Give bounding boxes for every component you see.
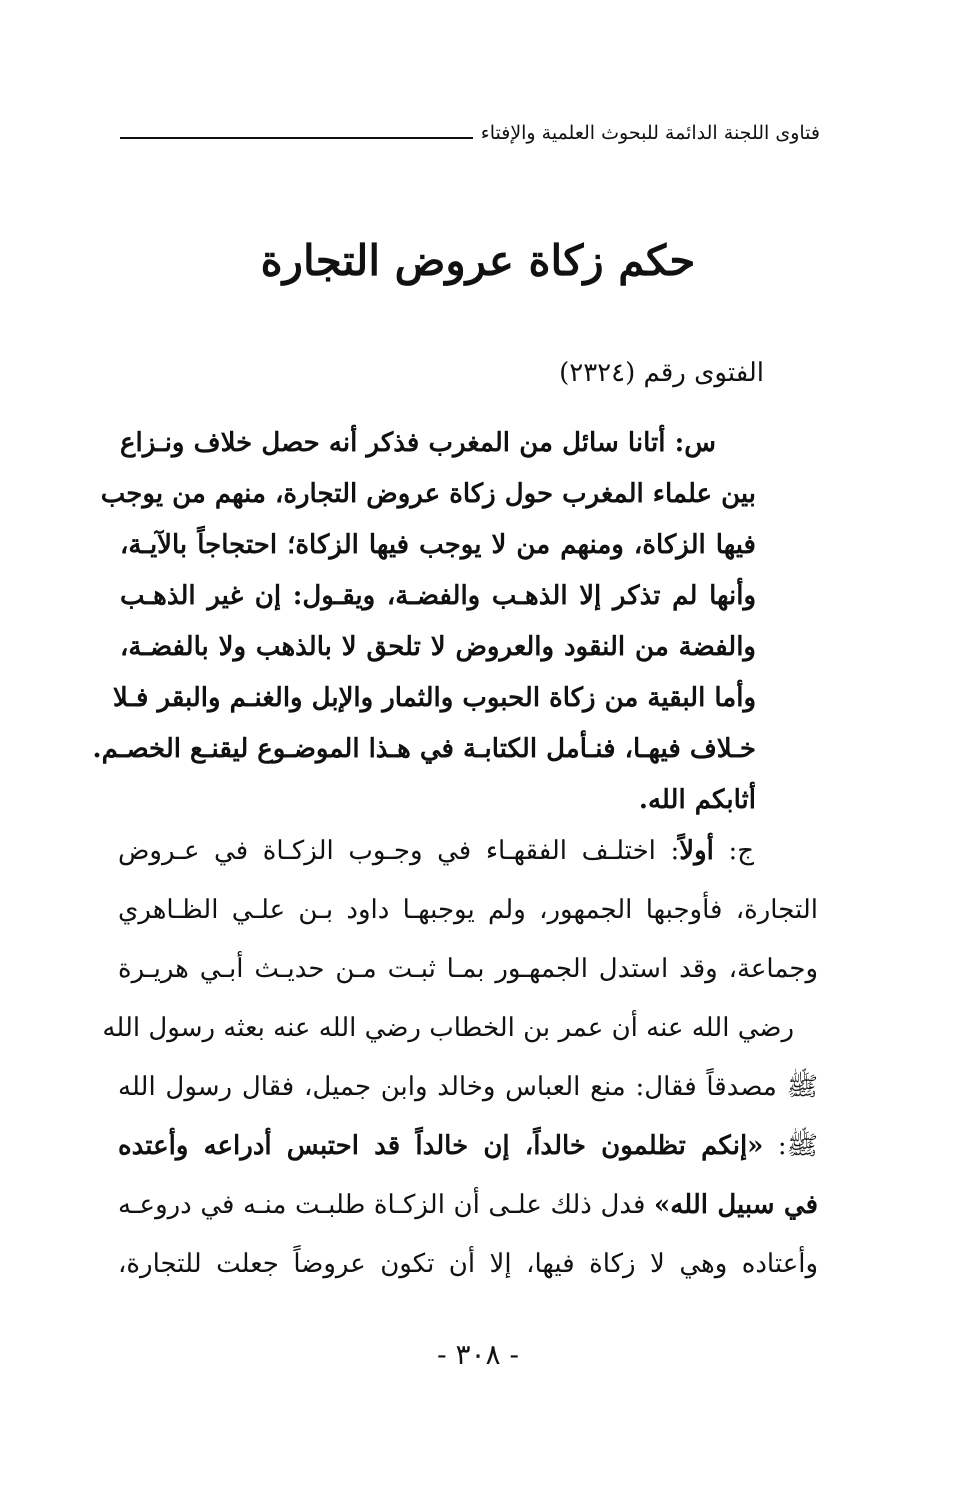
hadith-quote: «إنكم تظلمون خالداً، إن خالداً قد احتبس أدراعه وأعتده [118,1131,764,1161]
answer-line [118,1117,818,1176]
hadith-quote-end: في سبيل الله» [654,1190,819,1220]
answer-text: : اختلـف الفقهـاء في وجـوب الزكـاة في عـروض [118,836,680,866]
answer-text: فدل ذلك علـى أن الزكـاة طلبـت منـه في دروعـه [118,1190,655,1220]
answer-prefix: ج: [713,836,754,866]
question-line: س: أتانا سائل من المغرب فذكر أنه حصل خلاف ونـزاع [120,428,716,458]
question-line: فيها الزكاة، ومنهم من لا يوجب فيها الزكاة؛ احتجاجاً بالآيـة، [120,530,756,560]
header-title: فتاوى اللجنة الدائمة للبحوث العلمية والإفتاء [480,122,820,144]
answer-line: ﷺ مصدقاً فقال: منع العباس وخالد وابن جميل، فقال رسول الله [118,1072,818,1102]
question-line: خـلاف فيهـا، فنـأمل الكتابـة في هـذا الموضـوع ليقنـع الخصـم. [92,734,756,764]
section-title: حكم زكاة عروض التجارة [260,236,696,285]
answer-line: رضي الله عنه أن عمر بن الخطاب رضي الله عنه بعثه رسول الله [102,1013,794,1043]
answer-block [102,822,819,1294]
answer-line: وأعتاده وهي لا زكاة فيها، إلا أن تكون عروضاً جعلت للتجارة، [118,1249,818,1279]
honorific: ﷺ: [763,1131,818,1161]
answer-first-point: أولاً [679,836,714,866]
answer-line: التجارة، فأوجبها الجمهور، ولم يوجبهـا داود بـن علـي الظـاهري [118,895,818,925]
fatwa-number: الفتوى رقم (٢٣٢٤) [559,358,764,388]
question-line: والفضة من النقود والعروض لا تلحق لا بالذهب ولا بالفضـة، [120,632,756,662]
question-line: وأنها لم تذكر إلا الذهـب والفضـة، ويقـول: إن غير الذهـب [120,581,756,611]
header-rule [120,137,473,139]
question-line: أثابكم الله. [638,785,756,815]
question-block [92,418,756,826]
running-header [120,118,820,148]
question-line: بين علماء المغرب حول زكاة عروض التجارة، منهم من يوجب [100,479,756,509]
question-line: وأما البقية من زكاة الحبوب والثمار والإبل والغنـم والبقر فـلا [112,683,756,713]
answer-line [118,1176,818,1235]
answer-line: وجماعة، وقد استدل الجمهـور بمـا ثبـت مـن حديـث أبـي هريـرة [118,954,818,984]
answer-line [118,822,818,881]
page-number: - ٣٠٨ - [437,1338,519,1371]
